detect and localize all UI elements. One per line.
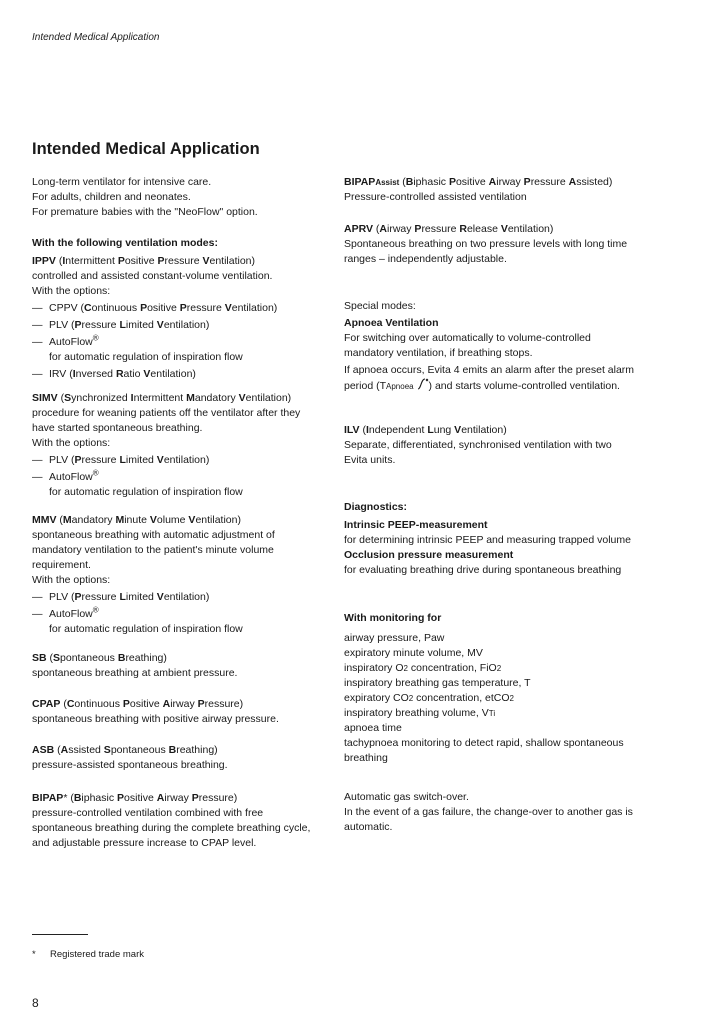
text-run: C (66, 698, 75, 710)
text-run: ressure (186, 302, 225, 314)
mmv-desc: spontaneous breathing with automatic adjustment of (32, 529, 275, 541)
text-run: ASB (32, 744, 55, 756)
special-modes-block (344, 299, 704, 394)
text-run: P (122, 698, 130, 710)
text-run: ositive (455, 176, 489, 188)
cpap-block (32, 697, 332, 727)
text-run: ontinuous (74, 698, 123, 710)
text-run: 2 (403, 664, 408, 673)
intro-line: For premature babies with the "NeoFlow" option. (32, 206, 258, 218)
sb-desc: spontaneous breathing at ambient pressure. (32, 667, 238, 679)
intro-block (32, 175, 332, 220)
peep-desc: for determining intrinsic PEEP and measuring trapped volume (344, 534, 631, 546)
text-run: entilation) (245, 392, 292, 404)
text-run: entilation) (507, 223, 554, 235)
text-run: entilation) (209, 255, 256, 267)
text-run: L (119, 591, 126, 603)
text-run: pontaneous (110, 744, 169, 756)
text-run: ntermittent (65, 255, 118, 267)
text-run: andatory (194, 392, 239, 404)
text-run: ung (433, 424, 455, 436)
text-run: irway (387, 223, 415, 235)
gas-switch-line: In the event of a gas failure, the change-over to another gas is (344, 806, 633, 818)
text-run: ressure (81, 454, 120, 466)
ippv-desc: controlled and assisted constant-volume ventilation. (32, 270, 273, 282)
gas-switch-line: Automatic gas switch-over. (344, 791, 469, 803)
text-run: irway (496, 176, 524, 188)
text-run: BIPAP (32, 792, 64, 804)
aprv-block (344, 222, 704, 267)
text-run: apnoea time (344, 722, 402, 734)
text-run: olume (156, 514, 189, 526)
text-run: ositive (124, 792, 157, 804)
bipapassist-title (344, 175, 704, 190)
aprv-desc: Spontaneous breathing on two pressure levels with long time (344, 238, 628, 250)
text-run: AutoFlow (49, 471, 93, 483)
monitoring-item (344, 631, 704, 646)
mmv-options-label: With the options: (32, 574, 111, 586)
text-run: ositive (147, 302, 180, 314)
text-run: concentration, FiO (407, 662, 497, 674)
bipap-desc: pressure-controlled ventilation combined with free (32, 807, 264, 819)
text-run: P (197, 698, 205, 710)
monitoring-item (344, 646, 704, 661)
monitoring-block (344, 611, 704, 766)
text-run: expiratory minute volume, MV (344, 647, 483, 659)
monitoring-item (344, 706, 704, 721)
option-item: — IRV (Inversed Ratio Ventilation) (32, 368, 196, 380)
text-run: ( (60, 698, 67, 710)
monitoring-item (344, 691, 704, 706)
bipap-block (32, 791, 332, 851)
text-run: P (140, 302, 148, 314)
simv-desc: have started spontaneous breathing. (32, 422, 203, 434)
text-run: P (74, 454, 82, 466)
text-run: irway (164, 792, 192, 804)
text-run: B (73, 792, 82, 804)
text-run: ( (399, 176, 406, 188)
monitoring-item (344, 661, 704, 676)
text-run: P (74, 591, 82, 603)
intro-line: For adults, children and neonates. (32, 191, 191, 203)
text-run: inspiratory breathing volume, V (344, 707, 489, 719)
asb-title (32, 743, 332, 758)
text-run: expiratory CO (344, 692, 409, 704)
text-run: concentration, etCO (413, 692, 510, 704)
text-run: entilation) (461, 424, 507, 436)
simv-title (32, 391, 332, 406)
text-run: A (379, 223, 387, 235)
bipap-title (32, 791, 332, 806)
text-run: C (84, 302, 92, 314)
text-run: P (179, 302, 187, 314)
text-run: entilation) (163, 454, 210, 466)
text-run: ( (54, 744, 61, 756)
text-run: entilation) (163, 591, 210, 603)
text-run: M (62, 514, 72, 526)
text-run: V (156, 319, 164, 331)
text-run: ( (372, 223, 380, 235)
text-run: inspiratory breathing gas temperature, T (344, 677, 531, 689)
simv-desc: procedure for weaning patients off the ventilator after they (32, 407, 301, 419)
text-run: V (202, 255, 210, 267)
text-run: V (238, 392, 246, 404)
text-run: atio (123, 368, 144, 380)
aprv-title (344, 222, 704, 237)
text-run: Assist (375, 178, 400, 187)
text-run: 2 (496, 664, 502, 673)
peep-title: Intrinsic PEEP-measurement (344, 519, 488, 531)
apnoea-desc: period (TApnoea ) and starts volume-controlled ventilation. (344, 380, 620, 392)
text-run: P (191, 792, 199, 804)
text-run: ( (57, 392, 65, 404)
text-run: ILV (344, 424, 360, 436)
text-run: P (74, 319, 82, 331)
modes-heading: With the following ventilation modes: (32, 237, 218, 249)
text-run: CPPV ( (49, 302, 85, 314)
text-run: L (427, 424, 434, 436)
text-run: irway (170, 698, 198, 710)
footnote: * Registered trade mark (32, 949, 144, 960)
cpap-title (32, 697, 332, 712)
aprv-desc: ranges – independently adjustable. (344, 253, 507, 265)
text-run: ressure) (198, 792, 238, 804)
text-run: ssisted (68, 744, 104, 756)
bipap-desc: spontaneous breathing during the complete breathing cycle, (32, 822, 311, 834)
option-item: — CPPV (Continuous Positive Pressure Ventilation) (32, 302, 278, 314)
text-run: V (454, 424, 462, 436)
text-run: V (149, 514, 157, 526)
text-run: PLV ( (49, 319, 75, 331)
text-run: V (156, 591, 164, 603)
text-run: MMV (32, 514, 57, 526)
ippv-block (32, 254, 332, 382)
text-run: R (115, 368, 124, 380)
monitoring-heading: With monitoring for (344, 612, 442, 624)
text-run: AutoFlow (49, 336, 93, 348)
text-run: ositive (129, 698, 163, 710)
monitoring-item (344, 721, 704, 736)
text-run: APRV (344, 223, 373, 235)
text-run: * ( (63, 792, 74, 804)
text-run: S (53, 652, 61, 664)
text-run: IRV ( (49, 368, 73, 380)
gas-switch-block (344, 790, 704, 835)
text-run: ( (359, 424, 366, 436)
mmv-block (32, 513, 332, 637)
mmv-desc: mandatory ventilation to the patient's minute volume (32, 544, 274, 556)
bipap-desc: and adjustable pressure increase to CPAP level. (32, 837, 257, 849)
text-run: L (119, 319, 126, 331)
bipapassist-desc: Pressure-controlled assisted ventilation (344, 191, 527, 203)
text-run: S (64, 392, 72, 404)
ilv-block (344, 423, 704, 468)
text-run: B (405, 176, 414, 188)
text-run: V (224, 302, 232, 314)
text-run: ssisted) (576, 176, 613, 188)
text-run: pontaneous (60, 652, 118, 664)
text-run: ressure (530, 176, 569, 188)
diagnostics-heading: Diagnostics: (344, 501, 408, 513)
text-run: P (414, 223, 422, 235)
text-run: P (448, 176, 456, 188)
option-subtext: for automatic regulation of inspiration flow (49, 623, 243, 635)
footnote-rule (32, 934, 88, 935)
option-item: — PLV (Pressure Limited Ventilation) (32, 591, 210, 603)
text-run: ynchronized (71, 392, 131, 404)
text-run: A (568, 176, 577, 188)
option-item: — AutoFlow® for automatic regulation of inspiration flow (32, 605, 243, 635)
apnoea-desc: If apnoea occurs, Evita 4 emits an alarm after the preset alarm (344, 364, 635, 376)
text-run: P (523, 176, 531, 188)
text-run: ressure (164, 255, 203, 267)
option-item: — PLV (Pressure Limited Ventilation) (32, 454, 210, 466)
monitoring-list (344, 631, 704, 766)
diagnostics-block (344, 500, 704, 578)
text-run: B (117, 652, 126, 664)
text-run: tachypnoea monitoring to detect rapid, shallow spontaneous (344, 737, 624, 749)
apnoea-desc: For switching over automatically to volume-controlled (344, 332, 591, 344)
text-run: ressure (81, 591, 120, 603)
text-run: SB (32, 652, 47, 664)
text-run: reathing) (176, 744, 218, 756)
text-run: B (168, 744, 177, 756)
text-run: ositive (124, 255, 158, 267)
text-run: A (60, 744, 69, 756)
text-run: iphasic (81, 792, 118, 804)
simv-block (32, 391, 332, 500)
text-run: airway pressure, Paw (344, 632, 445, 644)
text-run: P (157, 255, 165, 267)
option-item: — AutoFlow® for automatic regulation of inspiration flow (32, 468, 243, 498)
text-run: inute (124, 514, 150, 526)
text-run: ( (56, 514, 63, 526)
text-run: M (186, 392, 195, 404)
text-run: V (500, 223, 508, 235)
text-run: 2 (509, 694, 514, 703)
apnoea-title: Apnoea Ventilation (344, 317, 439, 329)
intro-line: Long-term ventilator for intensive care. (32, 176, 212, 188)
mmv-desc: requirement. (32, 559, 91, 571)
text-run: V (143, 368, 151, 380)
monitoring-item (344, 736, 704, 751)
text-run: ndependent (368, 424, 428, 436)
ilv-title (344, 423, 704, 438)
text-run: imited (125, 454, 157, 466)
text-run: P (117, 255, 125, 267)
asb-block (32, 743, 332, 773)
text-run: SIMV (32, 392, 58, 404)
text-run: nversed (75, 368, 116, 380)
page-title: Intended Medical Application (32, 140, 260, 158)
text-run: Ti (488, 709, 496, 718)
asb-desc: pressure-assisted spontaneous breathing. (32, 759, 228, 771)
text-run: 2 (408, 694, 414, 703)
text-run: A (156, 792, 165, 804)
ilv-desc: Evita units. (344, 454, 396, 466)
simv-options-label: With the options: (32, 437, 111, 449)
ippv-options-label: With the options: (32, 285, 111, 297)
text-run: ontinuous (91, 302, 141, 314)
text-run: A (162, 698, 171, 710)
text-run: PLV ( (49, 454, 75, 466)
text-run: iphasic (413, 176, 449, 188)
occlusion-title: Occlusion pressure measurement (344, 549, 514, 561)
text-run: breathing (344, 752, 388, 764)
text-run: entilation) (195, 514, 241, 526)
text-run: elease (466, 223, 501, 235)
text-run: A (488, 176, 497, 188)
sb-title (32, 651, 332, 666)
text-run: PLV ( (49, 591, 75, 603)
alarm-time-symbol-icon (417, 378, 429, 390)
text-run: I (365, 424, 369, 436)
text-run: ntermittent (133, 392, 187, 404)
text-run: entilation) (163, 319, 210, 331)
text-run: P (117, 792, 125, 804)
text-run: AutoFlow (49, 608, 93, 620)
text-run: R (459, 223, 467, 235)
text-run: I (62, 255, 66, 267)
text-run: ressure) (204, 698, 244, 710)
apnoea-desc: mandatory ventilation, if breathing stops. (344, 347, 533, 359)
ilv-desc: Separate, differentiated, synchronised ventilation with two (344, 439, 612, 451)
ippv-title: IPPV (Intermittent Positive Pressure Ventilation) (32, 255, 256, 267)
sb-block (32, 651, 332, 681)
text-run: CPAP (32, 698, 61, 710)
monitoring-item (344, 676, 704, 691)
occlusion-desc: for evaluating breathing drive during spontaneous breathing (344, 564, 622, 576)
text-run: ® (92, 333, 99, 343)
text-run: ® (92, 605, 99, 615)
page-number: 8 (32, 996, 39, 1010)
option-item: — AutoFlow® for automatic regulation of inspiration flow (32, 333, 243, 363)
mmv-title (32, 513, 332, 528)
cpap-desc: spontaneous breathing with positive airway pressure. (32, 713, 279, 725)
text-run: andatory (71, 514, 116, 526)
special-modes-heading: Special modes: (344, 300, 416, 312)
text-run: imited (125, 319, 157, 331)
text-run: V (156, 454, 164, 466)
text-run: ® (92, 468, 99, 478)
text-run: inspiratory O (344, 662, 404, 674)
text-run: reathing) (125, 652, 167, 664)
text-run: V (188, 514, 196, 526)
monitoring-item (344, 751, 704, 766)
text-run: S (103, 744, 111, 756)
text-run: ressure (81, 319, 120, 331)
gas-switch-line: automatic. (344, 821, 393, 833)
text-run: ( (55, 255, 63, 267)
text-run: BIPAP (344, 176, 376, 188)
text-run: ( (46, 652, 54, 664)
text-run: I (130, 392, 134, 404)
text-run: I (72, 368, 76, 380)
option-item: — PLV (Pressure Limited Ventilation) (32, 319, 210, 331)
bipapassist-block (344, 175, 704, 205)
text-run: M (115, 514, 125, 526)
running-header: Intended Medical Application (32, 32, 160, 43)
text-run: imited (125, 591, 157, 603)
text-run: ressure (421, 223, 460, 235)
option-subtext: for automatic regulation of inspiration flow (49, 351, 243, 363)
option-subtext: for automatic regulation of inspiration flow (49, 486, 243, 498)
text-run: entilation) (231, 302, 278, 314)
text-run: L (119, 454, 126, 466)
text-run: entilation) (150, 368, 196, 380)
